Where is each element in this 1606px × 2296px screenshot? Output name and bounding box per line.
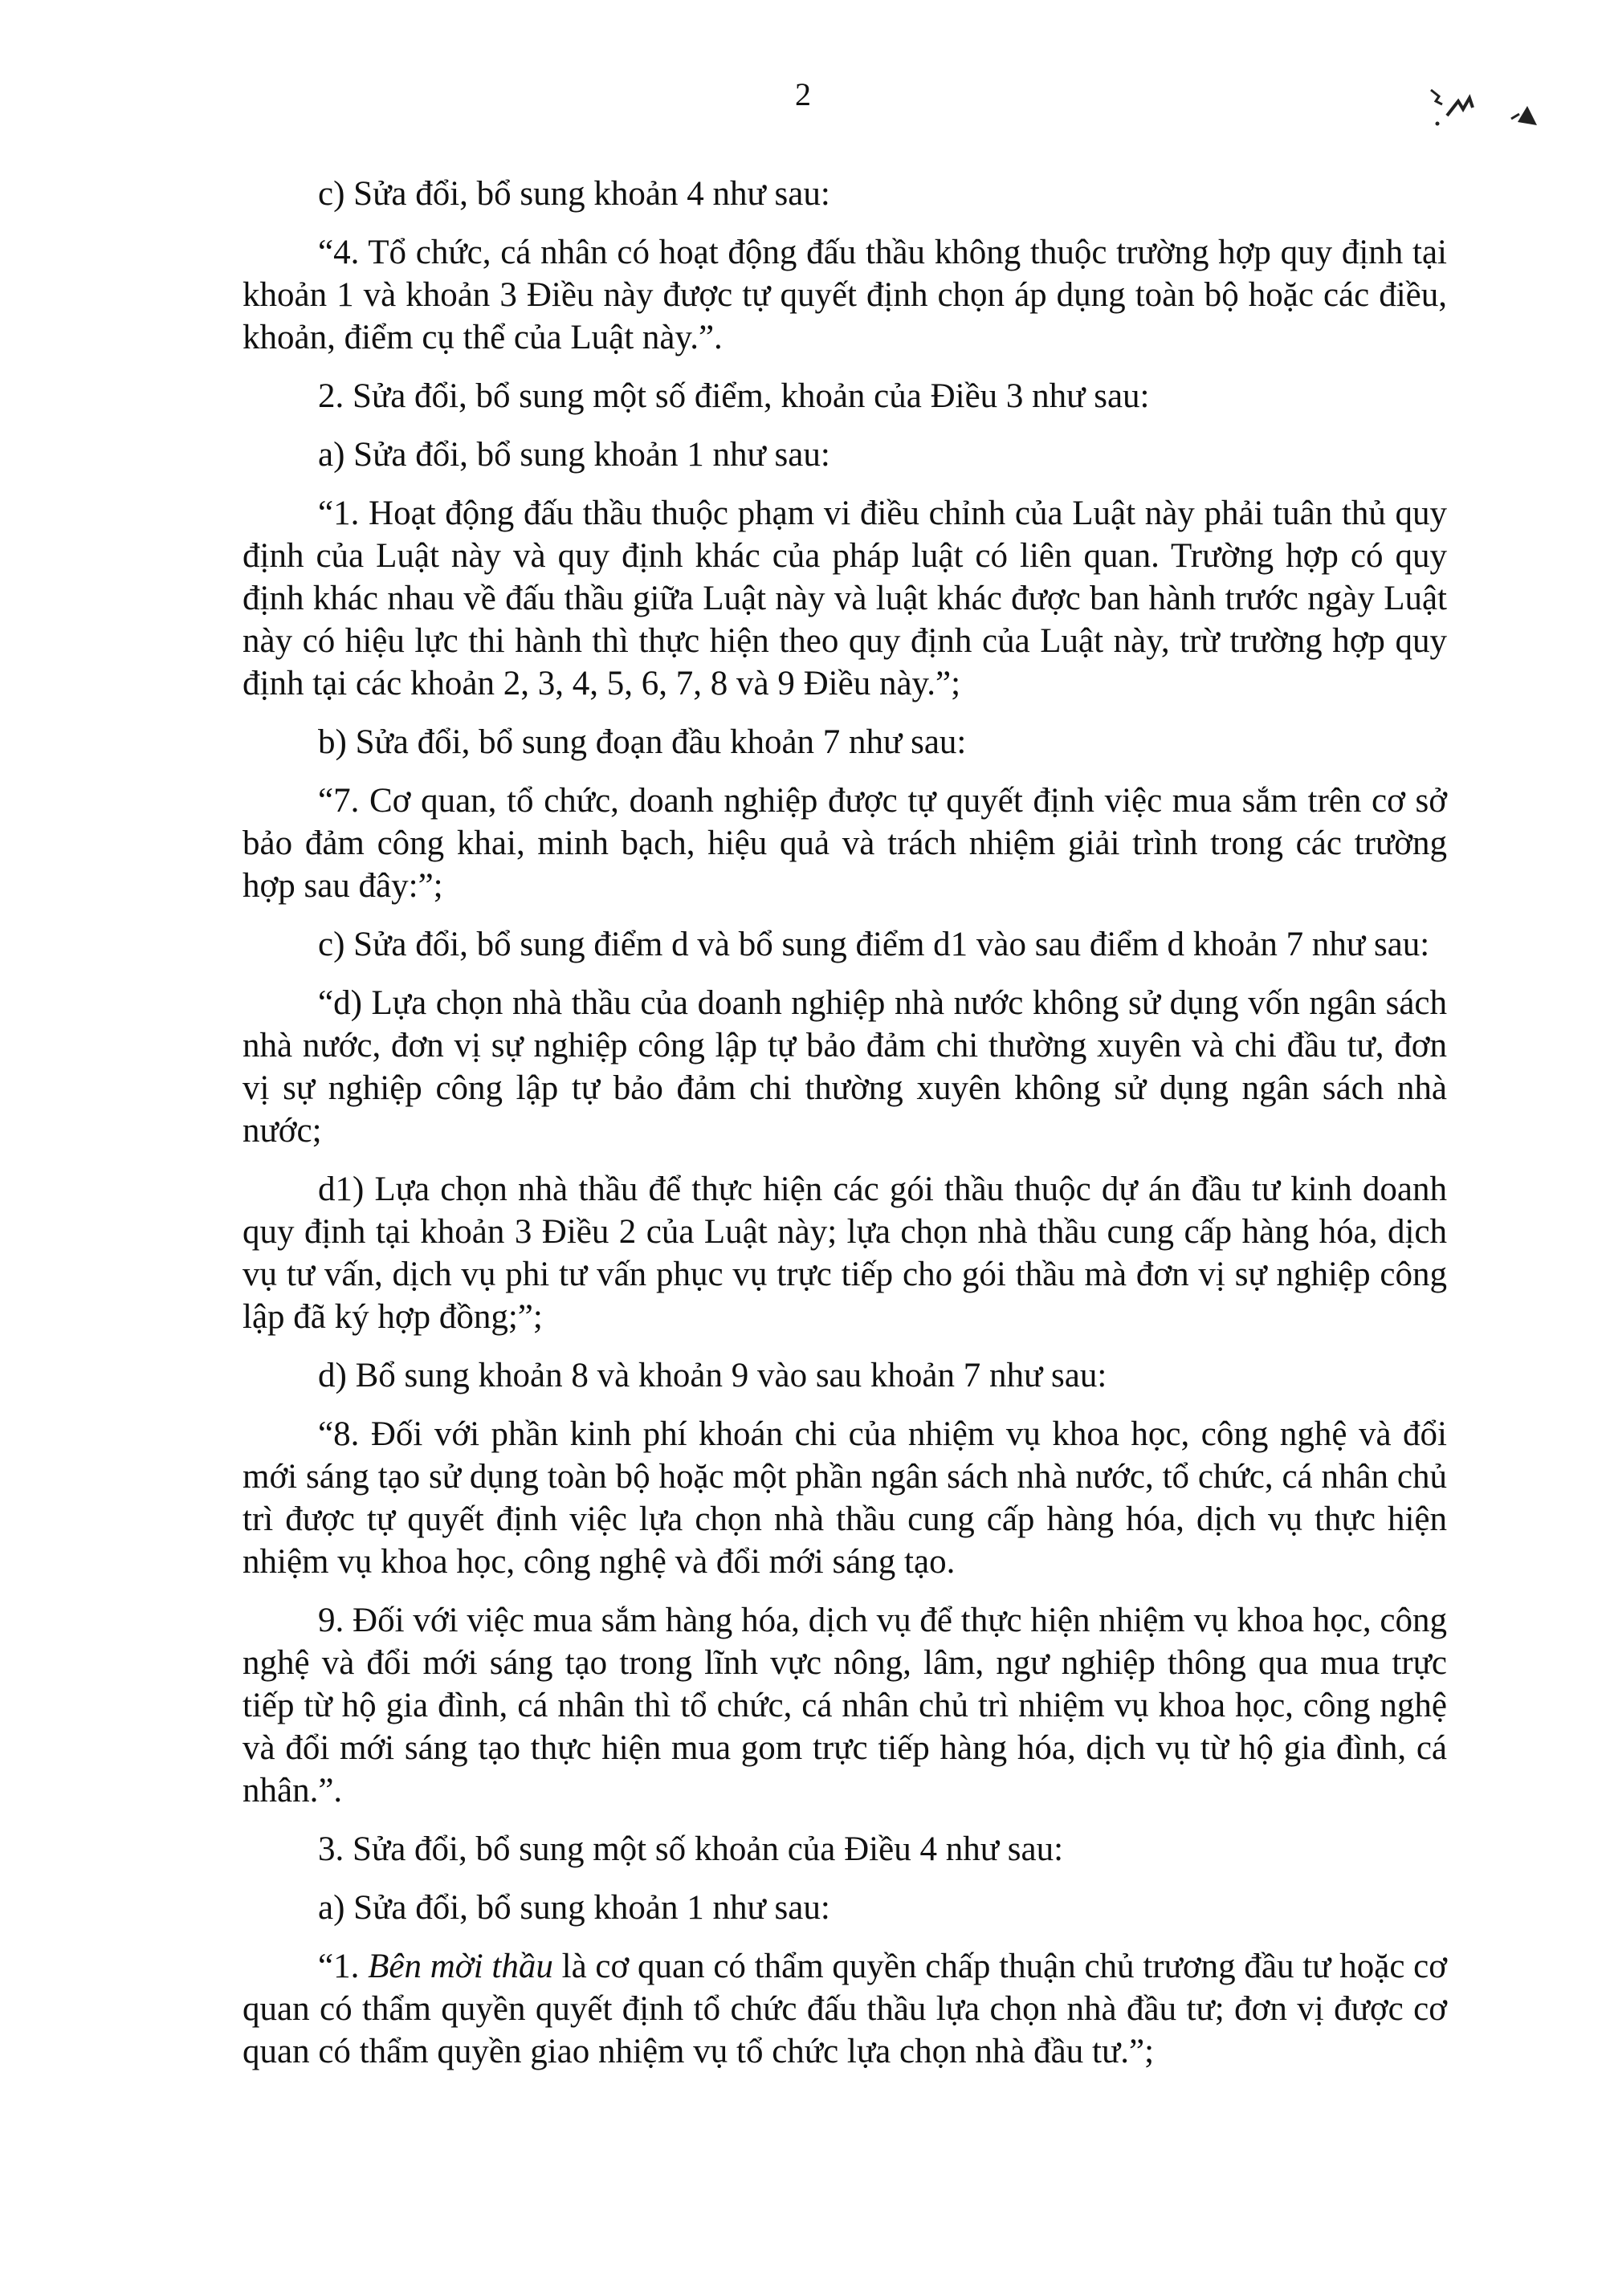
paragraph-amend-clause4: c) Sửa đổi, bổ sung khoản 4 như sau: — [318, 175, 830, 213]
paragraph-amend-article3: 2. Sửa đổi, bổ sung một số điểm, khoản của Điều 3 như sau: — [318, 377, 1150, 415]
defined-term: Bên mời thầu — [368, 1948, 553, 1985]
paragraph-clause7-text: “7. Cơ quan, tổ chức, doanh nghiệp được tự quyết định việc mua sắm trên cơ sở bảo đảm công khai, minh bạch, hiệu quả và trách nhiệm giải trình trong các trường hợp sau đây:”; — [243, 782, 1447, 905]
paragraph-clause8-text: “8. Đối với phần kinh phí khoán chi của nhiệm vụ khoa học, công nghệ và đổi mới sáng tạo sử dụng toàn bộ hoặc một phần ngân sách nhà nước, tổ chức, cá nhân chủ trì được tự quyết định việc lựa chọn nhà thầu cung cấp hàng hóa, dịch vụ thực hiện nhiệm vụ khoa học, công nghệ và đổi mới sáng tạo. — [243, 1415, 1447, 1581]
paragraph-add-clauses-8-9: d) Bổ sung khoản 8 và khoản 9 vào sau khoản 7 như sau: — [318, 1357, 1107, 1394]
paragraph-amend-clause7: b) Sửa đổi, bổ sung đoạn đầu khoản 7 như sau: — [318, 723, 967, 761]
paragraph-amend-clause1: a) Sửa đổi, bổ sung khoản 1 như sau: — [318, 436, 830, 474]
paragraph-amend-article4: 3. Sửa đổi, bổ sung một số khoản của Điều 4 như sau: — [318, 1830, 1064, 1868]
paragraph-clause1-text: “1. Hoạt động đấu thầu thuộc phạm vi điều chỉnh của Luật này phải tuân thủ quy định của Luật này và quy định khác của pháp luật có liên quan. Trường hợp có quy định khác nhau về đấu thầu giữa Luật này và luật khác được ban hành trước ngày Luật này có hiệu lực thi hành thì thực hiện theo quy định của Luật này, trừ trường hợp quy định tại các khoản 2, 3, 4, 5, 6, 7, 8 và 9 Điều này.”; — [243, 495, 1447, 702]
definition-text: là cơ quan có thẩm quyền chấp thuận chủ trương đầu tư hoặc cơ quan có thẩm quyền quyết định tổ chức đấu thầu lựa chọn nhà đầu tư; đơn vị được cơ quan có thẩm quyền giao nhiệm vụ tổ chức lựa chọn nhà đầu tư.”; — [243, 1948, 1447, 2070]
paragraph-point-d-text: “d) Lựa chọn nhà thầu của doanh nghiệp nhà nước không sử dụng vốn ngân sách nhà nước, đơn vị sự nghiệp công lập tự bảo đảm chi thường xuyên và chi đầu tư, đơn vị sự nghiệp công lập tự bảo đảm chi thường xuyên không sử dụng ngân sách nhà nước; — [243, 984, 1447, 1150]
scan-artifact-mark — [1423, 74, 1551, 138]
paragraph-point-d1-text: d1) Lựa chọn nhà thầu để thực hiện các gói thầu thuộc dự án đầu tư kinh doanh quy định tại khoản 3 Điều 2 của Luật này; lựa chọn nhà thầu cung cấp hàng hóa, dịch vụ tư vấn, dịch vụ phi tư vấn phục vụ trực tiếp cho gói thầu mà đơn vị sự nghiệp công lập đã ký hợp đồng;”; — [243, 1170, 1447, 1336]
paragraph-clause9-text: 9. Đối với việc mua sắm hàng hóa, dịch vụ để thực hiện nhiệm vụ khoa học, công nghệ và đổi mới sáng tạo trong lĩnh vực nông, lâm, ngư nghiệp thông qua mua trực tiếp từ hộ gia đình, cá nhân thì tổ chức, cá nhân chủ trì nhiệm vụ khoa học, công nghệ và đổi mới sáng tạo thực hiện mua gom trực tiếp hàng hóa, dịch vụ từ hộ gia đình, cá nhân.”. — [243, 1602, 1447, 1810]
page-number: 2 — [795, 76, 811, 112]
paragraph-clause4-text: “4. Tổ chức, cá nhân có hoạt động đấu thầu không thuộc trường hợp quy định tại khoản 1 và khoản 3 Điều này được tự quyết định chọn áp dụng toàn bộ hoặc các điều, khoản, điểm cụ thể của Luật này.”. — [243, 234, 1447, 356]
paragraph-amend-point-d: c) Sửa đổi, bổ sung điểm d và bổ sung điểm d1 vào sau điểm d khoản 7 như sau: — [318, 926, 1430, 963]
paragraph-definition-ben-moi-thau — [243, 1945, 1447, 2073]
document-body — [243, 173, 1447, 2089]
definition-prefix: “1. — [318, 1948, 369, 1985]
paragraph-amend-article4-clause1: a) Sửa đổi, bổ sung khoản 1 như sau: — [318, 1889, 830, 1927]
